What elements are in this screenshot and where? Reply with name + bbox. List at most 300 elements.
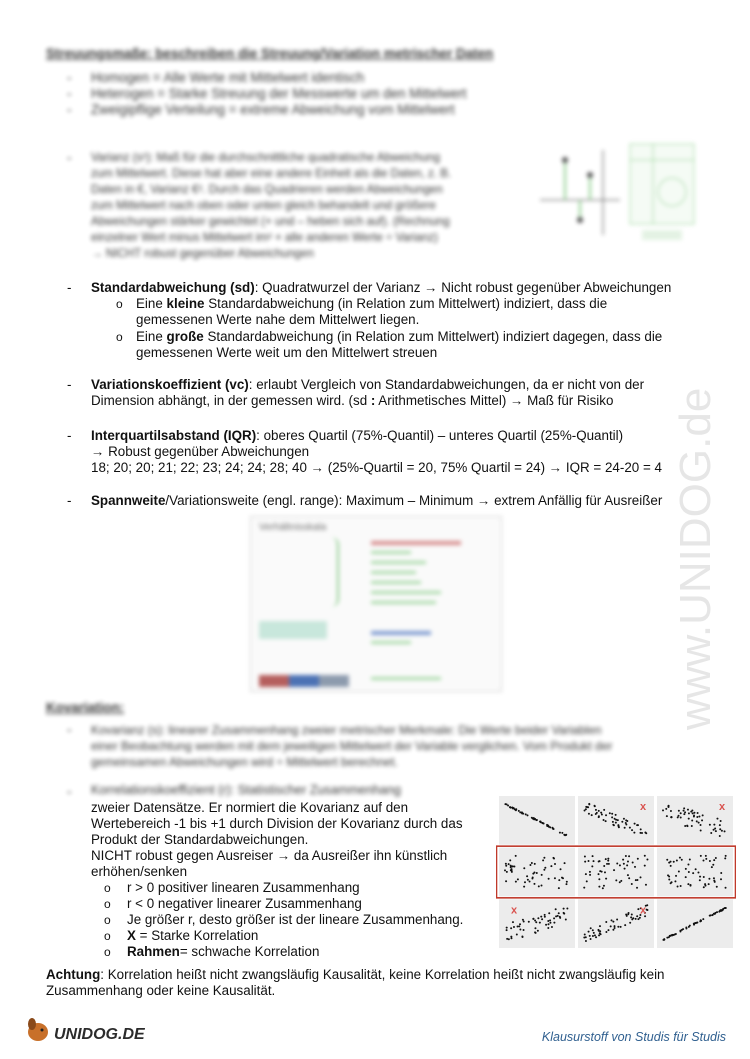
scatter-point (701, 819, 703, 821)
scatter-point (529, 864, 531, 866)
scatter-point (523, 929, 525, 931)
scatter-point (700, 830, 702, 832)
scatter-point (724, 907, 726, 909)
scatter-point (588, 813, 590, 815)
scatter-point (628, 912, 630, 914)
scatter-point (515, 881, 517, 883)
scatter-point (628, 855, 630, 857)
scatter-point (713, 859, 715, 861)
strong-correlation-x-icon: x (640, 904, 647, 917)
scatter-point (680, 885, 682, 887)
varianz-table-diagram (628, 142, 698, 247)
scatter-point (708, 878, 710, 880)
scatter-point (613, 824, 615, 826)
sd-small-line-2: gemessenen Werte nahe dem Mittelwert liegen. (136, 312, 420, 327)
scatter-point (702, 814, 704, 816)
scatter-point (560, 868, 562, 870)
scatter-point (505, 863, 507, 865)
scatter-point (601, 813, 603, 815)
scatter-point (691, 809, 693, 811)
scatter-plot-grid (496, 793, 736, 951)
scatter-point (599, 932, 601, 934)
scatter-point (626, 915, 628, 917)
scatter-point (525, 813, 527, 815)
scatter-point (666, 815, 668, 817)
scatter-point (636, 887, 638, 889)
scatter-point (629, 827, 631, 829)
scatter-point (598, 815, 600, 817)
document-page: Streuungsmaße: beschreiben die Streuung/Variation metrischer Daten - Homogen = Alle Werte mit Mittelwert identisch - Heterogen = Starke Streuung der Messwerte um den Mittelwert - Zweigipflige Verteilung = extreme Abweichung vom Mittelwert - Varianz (s²): Maß für die durchschnittliche quadratische Abweichung zum Mittelwert. Diese hat aber eine andere Einheit als die Daten, z. B. Daten in €, Varianz €². Durch das Quadrieren werden Abweichungen zum Mittelwert nach oben oder unten gleich behandelt und größere Abweichungen stärker gewichtet (+ und – heben sich auf). (Rechnung einzelner Wert minus Mittelwert im² + alle anderen Werte ÷ Varianz) → NICHT robust gegenüber Abweichungen - Standardabweichung (sd): Quadratwurzel der Varianz → Nicht robust gegenüber Abweichungen o Eine kleine Standardabweichung (in Relation zum Mittelwert) indiziert, dass die gemessenen Werte nahe dem Mittelwert liegen. o Eine große Standardabweichung (in Relation zum Mittelwert) indiziert dagegen, dass die gemessenen Werte weit um den Mittelwert streuen - Variationskoeffizient (vc): erlaubt Vergleich von Standardabweichungen, da er nicht von der Dimension abhängt, in der gemessen wird. (sd : Arithmetisches Mittel) → Maß für Risiko - Interquartilsabstand (IQR): oberes Quartil (75%-Quantil) – unteres Quartil (25%-Quantil) → Robust gegenüber Abweichungen 18; 20; 20; 21; 22; 23; 24; 24; 28; 40 → (25%-Quartil = 20, 75% Quartil = 24) → IQR = 24-20 = 4 - Spannweite/Variationsweite (engl. range): Maximum – Minimum → extrem Anfällig für Ausreißer Verhältnisskala Kovariation: - Kovarianz (s): linearer Zusammenhang zweier metrischer Merkmale: Die Werte beider Variablen einer Beobachtung werden mit dem jeweiligen Mittelwert der Variable verglichen. Vom Produkt der gemeinsamen Abweichungen wird ÷ Mittelwert berechnet. - Korrelationskoeffizient (r): Statistischer Zusammenhang zweier Datensätze. Er normiert die Kovarianz auf den Wertebereich -1 bis +1 durch Division der Kovarianz durch das Produkt der Standardabweichungen. NICHT robust gegen Ausreiser → da Ausreißer ihn künstlich erhöhen/senken o r > 0 positiver linearen Zusammenhang o r < 0 negativer linearer Zusammenhang o Je größer r, desto größer ist der lineare Zusammenhang. o X = Starke Korrelation o Rahmen= schwache Korrelation x x x x Achtung: Korrelation heißt nicht zwangsläufig Kausalität, keine Korrelation heißt nicht zwangsläufig kein Zusammenhang oder keine Kausalität. www.UNIDOG.de UNIDOG.DE Klausurstoff von Studis für Studis (0, 0, 750, 1059)
scatter-point (646, 904, 648, 906)
scatter-point (640, 828, 642, 830)
korr-line: zweier Datensätze. Er normiert die Kovarianz auf den (91, 800, 409, 815)
scatter-point (668, 875, 670, 877)
scatter-point (550, 865, 552, 867)
scatter-point (688, 926, 690, 928)
footer-tagline: Klausurstoff von Studis für Studis (541, 1030, 726, 1044)
scatter-point (644, 831, 646, 833)
scatter-point (589, 871, 591, 873)
scatter-point (636, 915, 638, 917)
scatter-point (688, 812, 690, 814)
scatter-point (720, 878, 722, 880)
iqr-line: Interquartilsabstand (IQR): oberes Quartil (75%-Quantil) – unteres Quartil (25%-Quantil) (91, 428, 624, 443)
scatter-point (605, 858, 607, 860)
scatter-point (623, 863, 625, 865)
scatter-point (619, 881, 621, 883)
iqr-example: 18; 20; 20; 21; 22; 23; 24; 24; 28; 40 → (25%-Quartil = 20, 75% Quartil = 24) → IQR = 24-20 = 4 (91, 460, 662, 475)
scatter-point (606, 863, 608, 865)
scatter-point (675, 875, 677, 877)
scatter-point (544, 916, 546, 918)
scatter-point (616, 862, 618, 864)
scatter-point (624, 924, 626, 926)
scatter-point (506, 871, 508, 873)
bullet-o: o (104, 897, 111, 911)
scatter-point (539, 922, 541, 924)
scatter-point (548, 878, 550, 880)
scatter-point (646, 858, 648, 860)
scatter-point (519, 923, 521, 925)
scatter-point (549, 826, 551, 828)
scatter-point (598, 934, 600, 936)
scatter-point (713, 824, 715, 826)
scatter-point (692, 812, 694, 814)
scatter-point (549, 919, 551, 921)
bullet-homogen: Homogen = Alle Werte mit Mittelwert identisch (91, 70, 365, 85)
scatter-point (712, 864, 714, 866)
scatter-point (585, 808, 587, 810)
scatter-point (553, 917, 555, 919)
scatter-point (713, 913, 715, 915)
scatter-point (604, 871, 606, 873)
scatter-point (591, 865, 593, 867)
scatter-point (509, 859, 511, 861)
scatter-point (565, 834, 567, 836)
scatter-point (563, 912, 565, 914)
range-line: Spannweite/Variationsweite (engl. range): Maximum – Minimum → extrem Anfällig für Ausreißer (91, 493, 663, 508)
scatter-point (535, 932, 537, 934)
scatter-point (640, 876, 642, 878)
scatter-point (713, 880, 715, 882)
scatter-point (646, 909, 648, 911)
varianz-line: Daten in €, Varianz €². Durch das Quadrieren werden Abweichungen (91, 183, 443, 196)
scatter-point (592, 929, 594, 931)
scatter-point (724, 830, 726, 832)
bullet-dash: - (67, 428, 72, 443)
scatter-point (687, 809, 689, 811)
scatter-point (552, 828, 554, 830)
scatter-point (519, 929, 521, 931)
korr-positive: r > 0 positiver linearen Zusammenhang (127, 880, 360, 895)
scatter-point (605, 814, 607, 816)
scatter-point (591, 814, 593, 816)
scatter-point (699, 879, 701, 881)
scatter-point (599, 925, 601, 927)
scatter-point (534, 927, 536, 929)
scatter-point (584, 861, 586, 863)
scatter-point (559, 832, 561, 834)
bullet-heterogen: Heterogen = Starke Streuung der Messwerte um den Mittelwert (91, 86, 467, 101)
scatter-point (512, 808, 514, 810)
scatter-point (598, 878, 600, 880)
scatter-point (692, 872, 694, 874)
scatter-point (522, 936, 524, 938)
scatter-point (532, 873, 534, 875)
scatter-point (696, 922, 698, 924)
bullet-o: o (104, 913, 111, 927)
scatter-point (541, 874, 543, 876)
scatter-point (662, 809, 664, 811)
scatter-point (508, 863, 510, 865)
scatter-point (695, 868, 697, 870)
scatter-point (601, 871, 603, 873)
scatter-point (523, 920, 525, 922)
scatter-point (714, 828, 716, 830)
unidog-logo (24, 1010, 164, 1050)
scatter-point (605, 921, 607, 923)
scatter-point (705, 858, 707, 860)
scatter-point (605, 820, 607, 822)
scatter-point (603, 819, 605, 821)
scatter-point (585, 873, 587, 875)
bullet-o: o (116, 330, 123, 344)
scatter-point (682, 928, 684, 930)
scatter-point (711, 866, 713, 868)
scatter-point (564, 862, 566, 864)
scatter-point (510, 927, 512, 929)
korr-line: NICHT robust gegen Ausreiser → da Ausreißer ihn künstlich (91, 848, 448, 863)
bullet-o: o (104, 929, 111, 943)
sd-large-line: Eine große Standardabweichung (in Relation zum Mittelwert) indiziert dagegen, dass die (136, 329, 663, 344)
sd-large-line-2: gemessenen Werte weit um den Mittelwert streuen (136, 345, 438, 360)
scatter-point (565, 883, 567, 885)
varianz-line: Varianz (s²): Maß für die durchschnittliche quadratische Abweichung (91, 151, 441, 164)
scatter-point (644, 855, 646, 857)
scatter-point (515, 855, 517, 857)
scatter-point (665, 808, 667, 810)
scatter-point (681, 859, 683, 861)
scatter-point (566, 908, 568, 910)
range-title: Spannweite (91, 493, 166, 508)
scatter-point (506, 929, 508, 931)
varianz-line: zum Mittelwert nach oben oder unten gleich behandelt und größere (91, 199, 436, 212)
scatter-point (505, 865, 507, 867)
scatter-point (671, 881, 673, 883)
bullet-o: o (116, 297, 123, 311)
scatter-point (559, 916, 561, 918)
scatter-point (602, 887, 604, 889)
scatter-point (557, 915, 559, 917)
scatter-point (696, 816, 698, 818)
scatter-point (687, 883, 689, 885)
scatter-point (627, 874, 629, 876)
korr-line: Wertebereich -1 bis +1 durch Division der Kovarianz durch das (91, 816, 463, 831)
vc-line-2: Dimension abhängt, in der gemessen wird. (sd : Arithmetisches Mittel) → Maß für Risiko (91, 393, 614, 408)
scatter-point (612, 929, 614, 931)
scatter-point (585, 940, 587, 942)
scatter-point (683, 813, 685, 815)
scatter-point (563, 834, 565, 836)
bullet-o: o (104, 881, 111, 895)
scatter-point (532, 918, 534, 920)
bullet-o: o (104, 945, 111, 959)
scatter-point (719, 824, 721, 826)
scatter-point (700, 855, 702, 857)
scatter-point (510, 937, 512, 939)
achtung-line: Achtung: Korrelation heißt nicht zwangsläufig Kausalität, keine Korrelation heißt nicht zwangsläufig kein (46, 967, 665, 982)
scatter-point (696, 820, 698, 822)
scatter-point (722, 909, 724, 911)
scatter-point (593, 860, 595, 862)
scatter-point (533, 818, 535, 820)
scatter-point (634, 866, 636, 868)
scatter-point (542, 859, 544, 861)
scatter-point (527, 814, 529, 816)
korr-negative: r < 0 negativer linearer Zusammenhang (127, 896, 362, 911)
scatter-point (629, 922, 631, 924)
scatter-point (637, 858, 639, 860)
scatter-point (607, 929, 609, 931)
scatter-point (614, 927, 616, 929)
scatter-point (677, 885, 679, 887)
scatter-panel (657, 848, 733, 897)
iqr-title: Interquartilsabstand (IQR) (91, 428, 257, 443)
scatter-point (593, 932, 595, 934)
scatter-point (566, 881, 568, 883)
scatter-point (700, 919, 702, 921)
scatter-point (626, 820, 628, 822)
scatter-point (584, 934, 586, 936)
scatter-point (534, 919, 536, 921)
sd-small-line: Eine kleine Standardabweichung (in Relation zum Mittelwert) indiziert, dass die (136, 296, 608, 311)
scatter-point (605, 931, 607, 933)
scatter-point (693, 923, 695, 925)
scatter-point (684, 825, 686, 827)
scatter-point (511, 865, 513, 867)
scatter-point (666, 937, 668, 939)
scatter-point (504, 869, 506, 871)
scatter-point (585, 806, 587, 808)
scatter-point (689, 885, 691, 887)
scatter-point (678, 815, 680, 817)
korr-line: erhöhen/senken (91, 864, 188, 879)
scatter-point (543, 869, 545, 871)
scatter-point (719, 828, 721, 830)
scatter-point (716, 818, 718, 820)
korr-title-blurred: Korrelationskoeffizient (r): Statistischer Zusammenhang (91, 783, 401, 797)
korr-line: Produkt der Standardabweichungen. (91, 832, 309, 847)
scatter-point (548, 923, 550, 925)
scatter-point (628, 877, 630, 879)
scatter-point (600, 812, 602, 814)
scatter-point (612, 921, 614, 923)
scatter-point (620, 880, 622, 882)
scatter-point (670, 861, 672, 863)
scatter-point (644, 865, 646, 867)
scatter-point (618, 826, 620, 828)
scatter-point (565, 919, 567, 921)
varianz-line: zum Mittelwert. Diese hat aber eine andere Einheit als die Daten, z. B. (91, 167, 452, 180)
strong-correlation-x-icon: x (511, 904, 518, 917)
scatter-point (605, 878, 607, 880)
scatter-point (725, 887, 727, 889)
scatter-point (637, 918, 639, 920)
scatter-point (631, 883, 633, 885)
scatter-point (670, 810, 672, 812)
scatter-point (541, 918, 543, 920)
scatter-point (678, 870, 680, 872)
scatter-point (603, 865, 605, 867)
scatter-panel (499, 848, 575, 897)
scatter-point (590, 938, 592, 940)
scatter-point (544, 867, 546, 869)
watermark-text: www.UNIDOG.de (671, 387, 720, 730)
scatter-point (506, 803, 508, 805)
scatter-point (693, 812, 695, 814)
scatter-point (534, 863, 536, 865)
scatter-point (676, 859, 678, 861)
scatter-point (592, 855, 594, 857)
scatter-point (598, 810, 600, 812)
scatter-point (510, 869, 512, 871)
scatter-point (528, 921, 530, 923)
scatter-point (709, 860, 711, 862)
scale-title: Verhältnisskala (259, 522, 327, 533)
scatter-point (562, 877, 564, 879)
varianz-line: einzelner Wert minus Mittelwert im² + alle anderen Werte ÷ Varianz) (91, 231, 438, 244)
scatter-point (710, 832, 712, 834)
scatter-point (617, 819, 619, 821)
scatter-point (594, 934, 596, 936)
scatter-point (670, 816, 672, 818)
scatter-point (716, 911, 718, 913)
scatter-point (513, 926, 515, 928)
scatter-point (626, 864, 628, 866)
scatter-point (689, 858, 691, 860)
scatter-point (624, 868, 626, 870)
scatter-point (703, 886, 705, 888)
scatter-point (671, 934, 673, 936)
scatter-point (526, 875, 528, 877)
scatter-point (720, 872, 722, 874)
vc-title: Variationskoeffizient (vc) (91, 377, 249, 392)
scatter-point (537, 930, 539, 932)
iqr-robust: → Robust gegenüber Abweichungen (91, 444, 310, 459)
scatter-point (545, 924, 547, 926)
scatter-point (702, 859, 704, 861)
scatter-point (633, 832, 635, 834)
scatter-point (588, 803, 590, 805)
scatter-point (615, 822, 617, 824)
scatter-point (553, 857, 555, 859)
scatter-point (715, 857, 717, 859)
scatter-point (553, 922, 555, 924)
watermark (650, 260, 740, 740)
scatter-point (691, 825, 693, 827)
scatter-point (551, 926, 553, 928)
scatter-point (612, 821, 614, 823)
scatter-point (683, 807, 685, 809)
scatter-point (523, 867, 525, 869)
scatter-point (685, 876, 687, 878)
scatter-point (709, 824, 711, 826)
scatter-point (708, 883, 710, 885)
korr-r-size: Je größer r, desto größer ist der lineare Zusammenhang. (127, 912, 464, 927)
scatter-point (510, 807, 512, 809)
scatter-point (592, 935, 594, 937)
scatter-point (549, 922, 551, 924)
scatter-point (505, 880, 507, 882)
scatter-point (524, 881, 526, 883)
scatter-point (674, 880, 676, 882)
scatter-point (680, 812, 682, 814)
korr-x-legend: X = Starke Korrelation (127, 928, 259, 943)
scatter-point (620, 926, 622, 928)
kovarianz-line: Kovarianz (s): linearer Zusammenhang zweier metrischer Merkmale: Die Werte beider Variablen (91, 723, 602, 737)
scatter-point (589, 874, 591, 876)
scatter-point (537, 917, 539, 919)
scatter-point (561, 832, 563, 834)
scatter-point (697, 872, 699, 874)
scatter-point (611, 919, 613, 921)
scatter-point (713, 829, 715, 831)
scatter-point (631, 918, 633, 920)
scatter-point (547, 927, 549, 929)
scatter-point (506, 927, 508, 929)
scatter-point (685, 927, 687, 929)
scatter-point (558, 879, 560, 881)
scatter-point (627, 860, 629, 862)
kovarianz-line: gemeinsamen Abweichungen wird ÷ Mittelwert berechnet. (91, 755, 398, 769)
kovariation-heading: Kovariation: (46, 700, 125, 715)
scatter-point (699, 876, 701, 878)
scatter-point (704, 883, 706, 885)
scatter-point (599, 930, 601, 932)
scatter-point (687, 864, 689, 866)
sd-line: Standardabweichung (sd): Quadratwurzel der Varianz → Nicht robust gegenüber Abweichungen (91, 280, 672, 295)
logo-text: UNIDOG.DE (54, 1026, 145, 1043)
achtung-label: Achtung (46, 967, 101, 982)
bullet-dash: - (67, 377, 72, 392)
scatter-point (598, 873, 600, 875)
scatter-point (679, 930, 681, 932)
scatter-point (599, 860, 601, 862)
scatter-point (615, 879, 617, 881)
scatter-point (719, 910, 721, 912)
achtung-line-2: Zusammenhang oder keine Kausalität. (46, 983, 276, 998)
scatter-point (724, 857, 726, 859)
